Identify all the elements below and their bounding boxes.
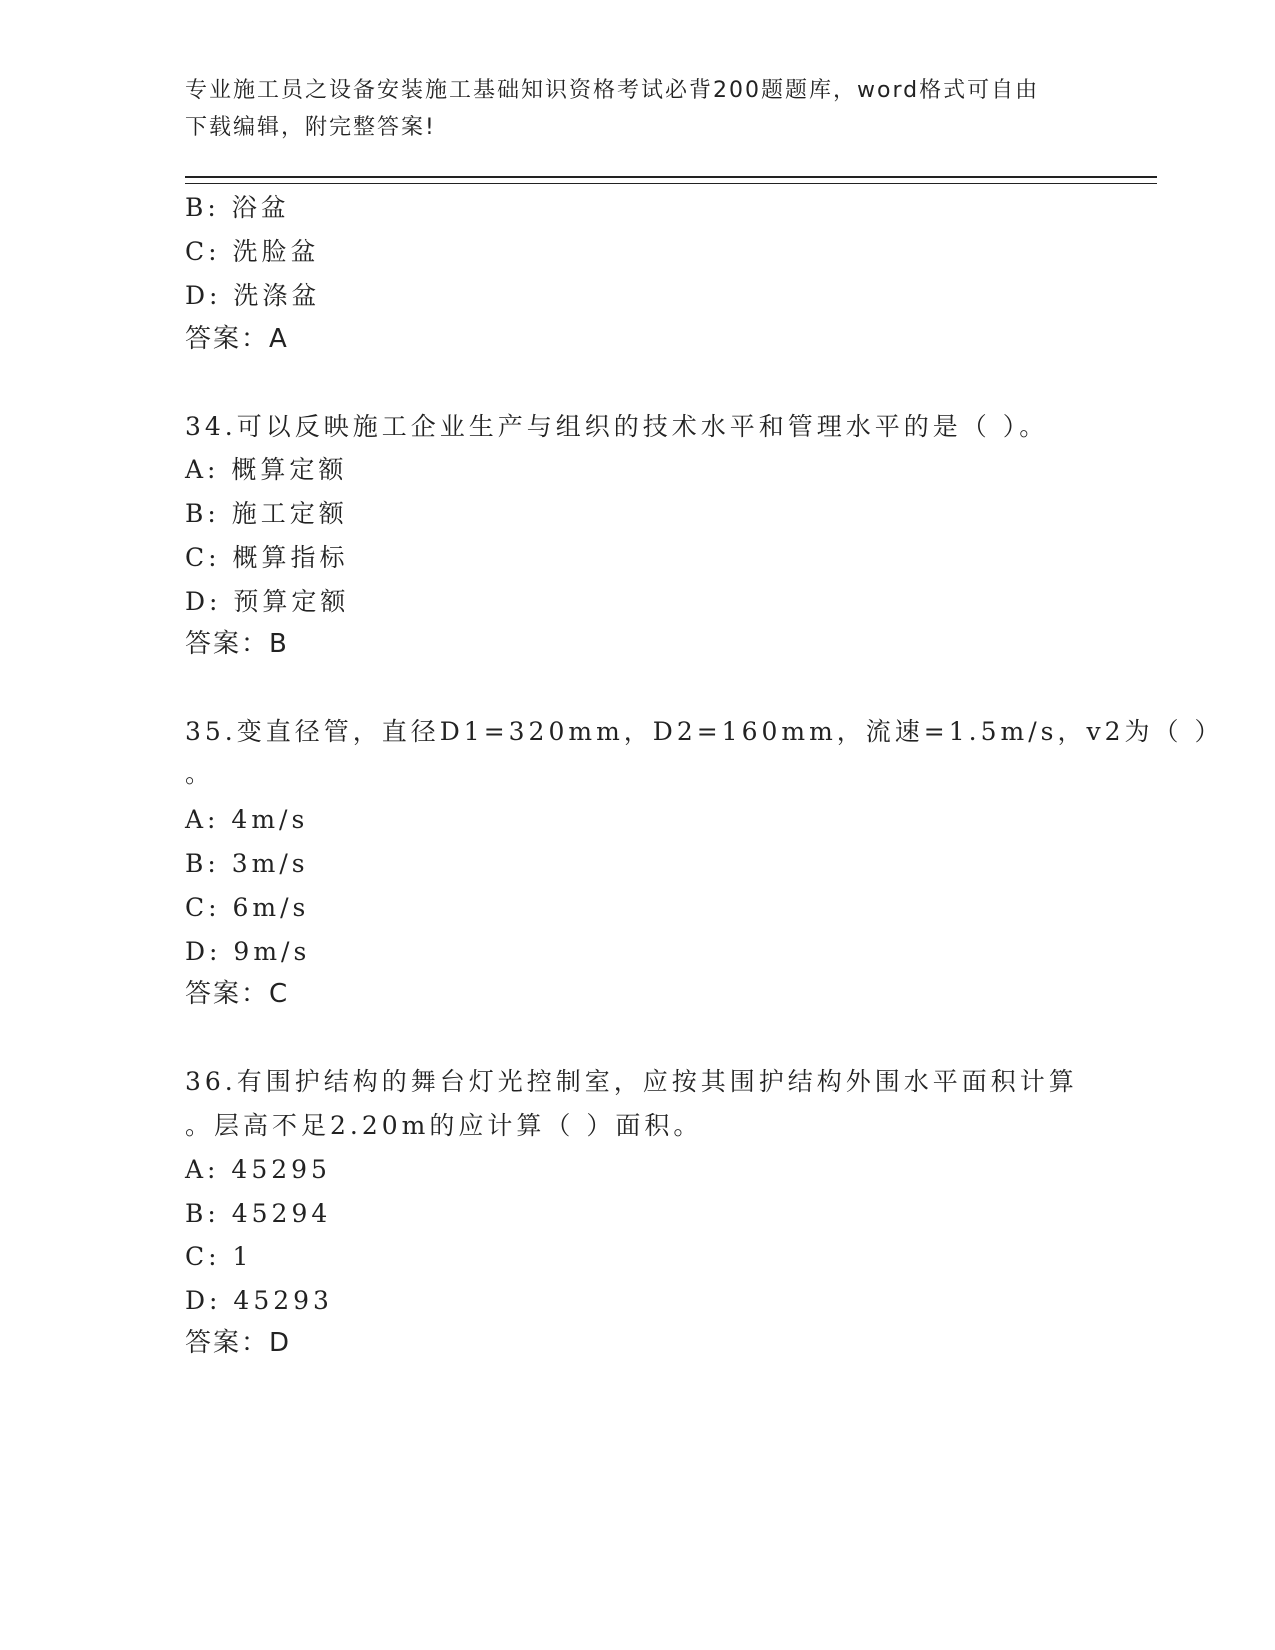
q33-option-b: B: 浴盆 <box>185 193 290 222</box>
q36-answer: 答案：D <box>185 1328 292 1358</box>
q34-option-d: D: 预算定额 <box>185 587 350 616</box>
q35-option-b: B: 3m/s <box>185 849 309 878</box>
header-divider <box>185 176 1157 184</box>
header-line-2: 下载编辑，附完整答案! <box>185 115 436 140</box>
q35-question-line-1: 35.变直径管，直径D1=320mm，D2=160mm，流速=1.5m/s，v2为（ ） <box>185 717 1224 746</box>
q35-option-d: D: 9m/s <box>185 937 311 966</box>
q34-option-a: A: 概算定额 <box>185 455 348 484</box>
document-header <box>185 72 1065 146</box>
q34-answer: 答案：B <box>185 629 289 659</box>
q35-question-line-2: 。 <box>185 759 215 788</box>
q34-option-c: C: 概算指标 <box>185 543 349 572</box>
q33-option-d: D: 洗涤盆 <box>185 281 321 310</box>
q33-option-c: C: 洗脸盆 <box>185 237 320 266</box>
q34-question: 34.可以反映施工企业生产与组织的技术水平和管理水平的是（ ）。 <box>185 412 1049 441</box>
q36-option-c: C: 1 <box>185 1242 253 1271</box>
q35-option-a: A: 4m/s <box>185 805 309 834</box>
q36-option-b: B: 45294 <box>185 1199 332 1228</box>
q36-question-line-1: 36.有围护结构的舞台灯光控制室，应按其围护结构外围水平面积计算 <box>185 1067 1078 1096</box>
q33-answer: 答案：A <box>185 324 289 354</box>
q36-question-line-2: 。层高不足2.20m的应计算（ ）面积。 <box>185 1111 703 1140</box>
q36-option-a: A: 45295 <box>185 1155 331 1184</box>
q35-answer: 答案：C <box>185 979 290 1009</box>
q36-option-d: D: 45293 <box>185 1286 333 1315</box>
q34-option-b: B: 施工定额 <box>185 499 348 528</box>
header-line-1: 专业施工员之设备安装施工基础知识资格考试必背200题题库，word格式可自由 <box>185 78 1040 103</box>
q35-option-c: C: 6m/s <box>185 893 310 922</box>
